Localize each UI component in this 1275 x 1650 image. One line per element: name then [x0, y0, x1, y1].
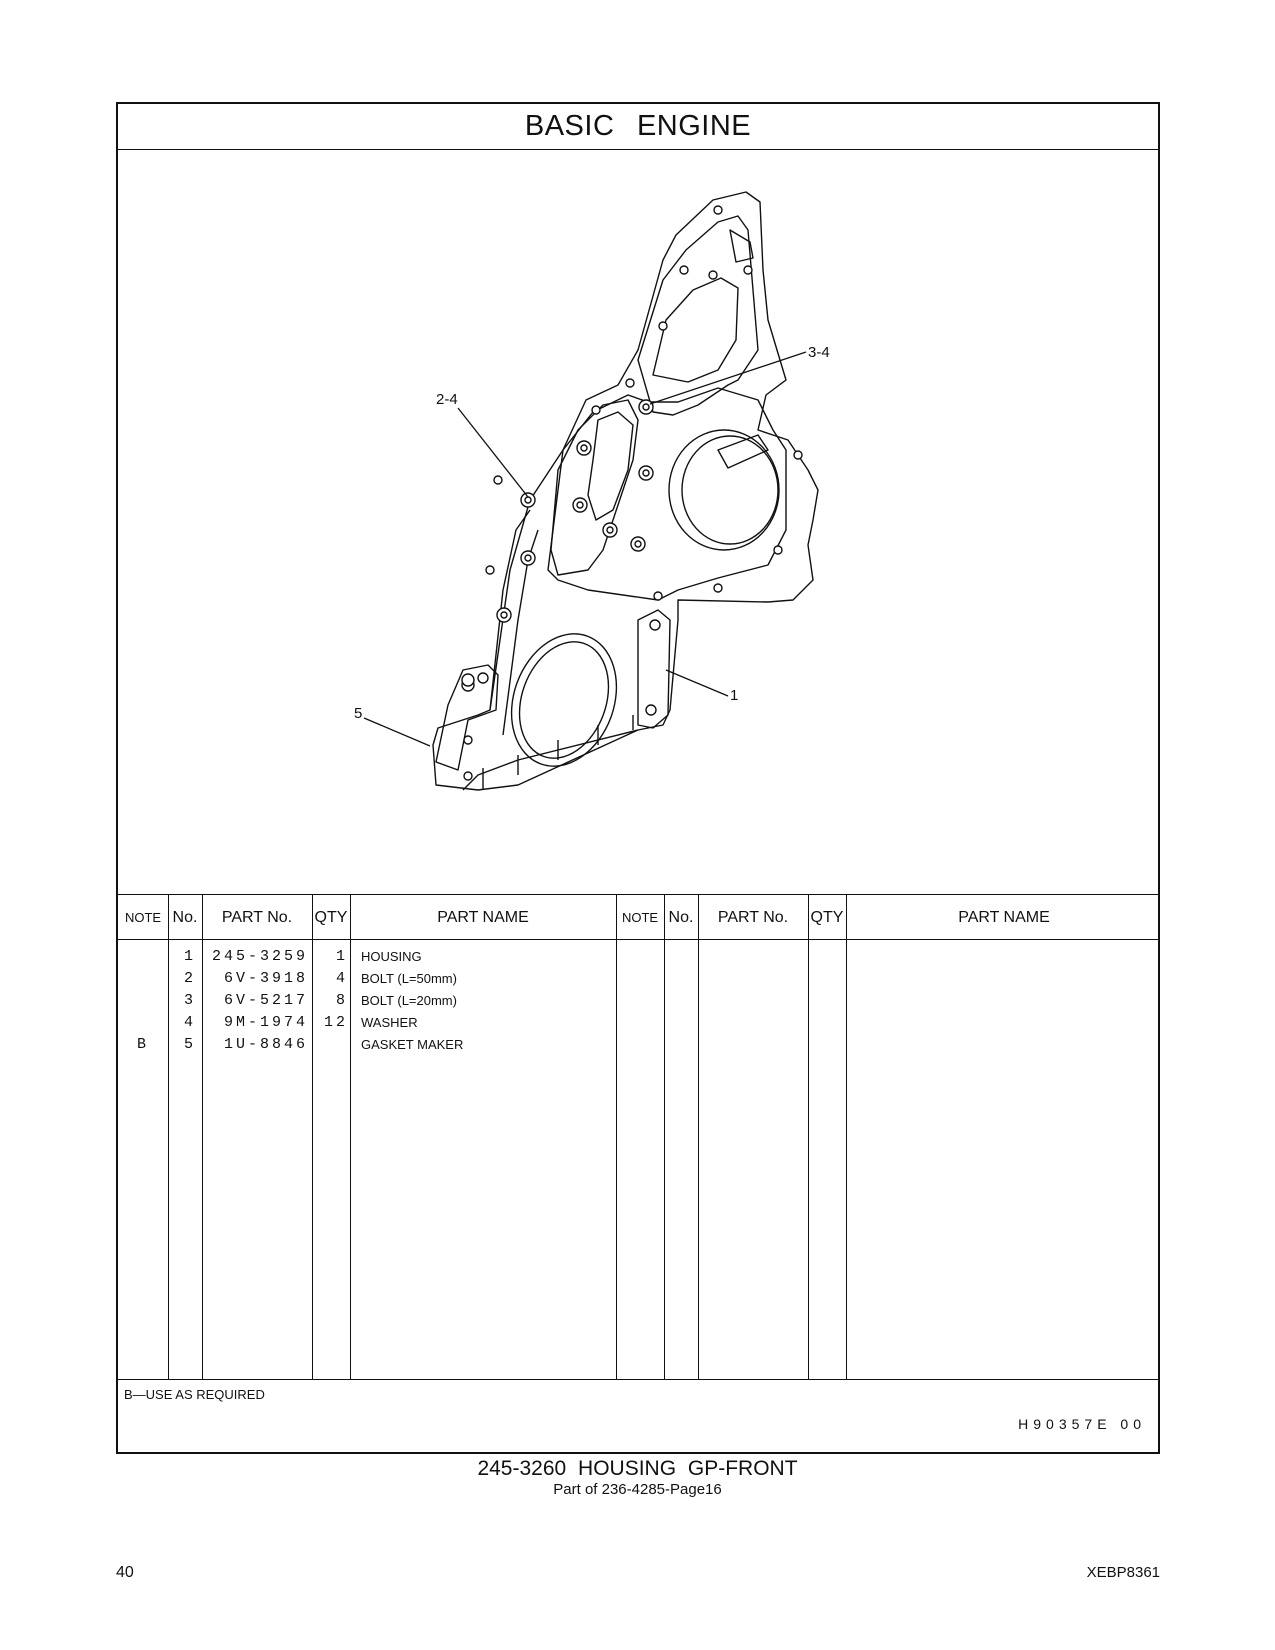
header-qty-right: QTY	[810, 908, 844, 926]
header-qty: QTY	[314, 908, 348, 926]
row-part-name: HOUSING	[361, 949, 422, 964]
header-part-no: PART No.	[221, 908, 293, 926]
row-part-name: BOLT (L=20mm)	[361, 993, 457, 1008]
caption-subtitle: Part of 236-4285-Page16	[553, 1481, 722, 1498]
callout-1: 1	[730, 687, 739, 704]
parts-table	[118, 895, 1158, 1380]
row-qty: 8	[335, 992, 348, 1009]
row-no: 5	[183, 1036, 196, 1053]
page-number: 40	[116, 1564, 134, 1581]
row-part-no: 9M-1974	[223, 1014, 308, 1031]
header-no: No.	[172, 908, 198, 926]
header-part-name-right: PART NAME	[958, 908, 1050, 926]
callout-5: 5	[354, 705, 363, 722]
document-id: XEBP8361	[1086, 1564, 1160, 1581]
parts-page-frame	[116, 102, 1160, 1454]
row-qty: 4	[335, 970, 348, 987]
callout-2-4: 2-4	[436, 391, 458, 408]
row-part-name: BOLT (L=50mm)	[361, 971, 457, 986]
row-part-no: 1U-8846	[223, 1036, 308, 1053]
header-note: NOTE	[124, 910, 162, 925]
figure-code: H90357E 00	[1018, 1416, 1146, 1432]
row-no: 1	[183, 948, 196, 965]
row-qty: 12	[323, 1014, 348, 1031]
row-note: B	[136, 1036, 149, 1053]
row-no: 2	[183, 970, 196, 987]
row-part-no: 6V-5217	[223, 992, 308, 1009]
row-part-name: WASHER	[361, 1015, 418, 1030]
table-row	[118, 990, 1158, 1012]
callout-3-4: 3-4	[808, 344, 830, 361]
front-housing-drawing	[118, 150, 1162, 895]
row-no: 4	[183, 1014, 196, 1031]
parts-illustration	[118, 150, 1158, 895]
footnote: B—USE AS REQUIRED	[124, 1387, 265, 1402]
header-note-right: NOTE	[621, 910, 659, 925]
caption-title: 245-3260 HOUSING GP-FRONT	[477, 1457, 798, 1480]
row-part-no: 6V-3918	[223, 970, 308, 987]
table-row	[118, 946, 1158, 968]
table-row	[118, 968, 1158, 990]
row-no: 3	[183, 992, 196, 1009]
section-title: BASIC ENGINE	[118, 104, 1158, 150]
table-row	[118, 1034, 1158, 1056]
header-no-right: No.	[668, 908, 694, 926]
header-part-no-right: PART No.	[717, 908, 789, 926]
row-part-name: GASKET MAKER	[361, 1037, 464, 1052]
header-part-name: PART NAME	[437, 908, 529, 926]
row-part-no: 245-3259	[211, 948, 308, 965]
row-qty: 1	[335, 948, 348, 965]
table-row	[118, 1012, 1158, 1034]
